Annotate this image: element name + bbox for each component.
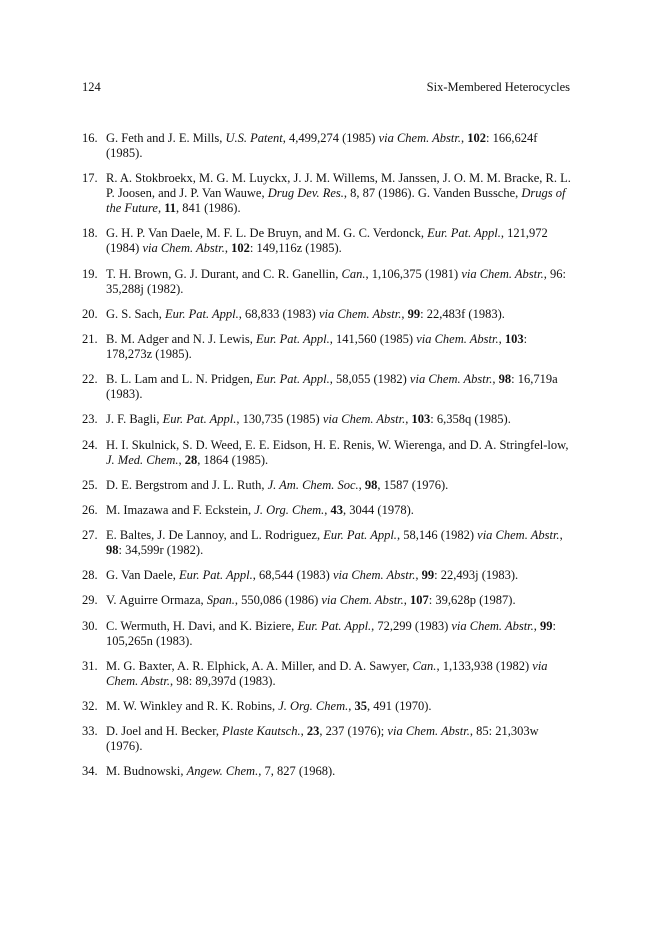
reference-text-segment: , 7, 827 (1968). [258,764,336,779]
reference-text-segment: , [533,618,541,633]
reference-text-segment: : 149,116z (1985). [249,241,342,256]
reference-item [82,659,574,689]
reference-text-segment: , [415,568,422,583]
reference-text [106,412,574,427]
reference-volume: 23 [306,724,320,739]
reference-text-segment: T. H. Brown, G. J. Durant, and C. R. Ganellin, [106,266,342,281]
reference-number: 19. [82,266,98,281]
reference-text-segment: , [157,201,165,216]
reference-text-segment: G. Feth and J. E. Mills, [106,131,226,145]
page-header [82,79,570,95]
reference-italic-text: via Chem. Abstr. [106,658,548,688]
reference-text-segment: G. Van Daele, [106,568,180,583]
reference-text-segment: , 96: 35,288j (1982). [106,266,566,296]
reference-text-segment: , 130,735 (1985) [236,412,323,427]
page-number: 124 [82,80,101,94]
reference-volume: 102 [231,241,250,256]
reference-italic-text: Span. [206,593,235,608]
reference-text-segment: , 68,544 (1983) [252,568,333,583]
reference-text-segment: , 141,560 (1985) [329,331,417,346]
reference-volume: 103 [411,412,431,427]
reference-item [82,226,574,256]
reference-item [82,307,574,322]
reference-italic-text: Eur. Pat. Appl. [256,331,330,346]
reference-volume: 99 [407,306,421,321]
reference-italic-text: J. Med. Chem. [106,452,179,467]
reference-text-segment: : 178,273z (1985). [106,331,528,361]
reference-italic-text: U.S. Patent [225,131,283,145]
reference-italic-text: Can. [341,266,366,281]
reference-number: 33. [82,724,98,739]
reference-item [82,131,574,161]
reference-italic-text: Eur. Pat. Appl. [323,528,397,543]
reference-italic-text: via Chem. Abstr. [409,372,493,387]
reference-text-segment: B. L. Lam and L. N. Pridgen, [106,372,256,387]
reference-number: 30. [82,618,98,633]
reference-italic-text: via Chem. Abstr. [318,306,402,321]
reference-text-segment: E. Baltes, J. De Lannoy, and L. Rodriguez, [106,528,324,543]
reference-volume: 98 [498,372,512,387]
reference-text-segment: , 8, 87 (1986). G. Vanden Bussche, [343,186,522,201]
running-title: Six-Membered Heterocycles [426,80,570,94]
reference-text [106,171,574,216]
reference-text-segment: H. I. Skulnick, S. D. Weed, E. E. Eidson, H. E. Renis, W. Wierenga, and D. A. Stringfel-low, [106,437,569,452]
reference-text-segment: : 39,628p (1987). [428,593,516,608]
reference-italic-text: Eur. Pat. Appl. [162,412,237,427]
reference-text-segment: , [348,699,355,713]
reference-item [82,619,574,649]
reference-text [106,267,574,297]
reference-italic-text: via Chem. Abstr. [451,618,534,633]
reference-text-segment: : 34,599r (1982). [118,543,204,558]
reference-italic-text: Eur. Pat. Appl. [297,618,372,633]
reference-item [82,372,574,402]
reference-italic-text: via Chem. Abstr. [461,266,544,281]
reference-text-segment: , 1,106,375 (1981) [365,266,462,281]
reference-text-segment: J. F. Bagli, [106,412,163,427]
reference-italic-text: Eur. Pat. Appl. [255,372,330,387]
reference-italic-text: Drugs of the Future [106,186,566,216]
reference-italic-text: Drug Dev. Res. [267,186,344,201]
reference-item [82,171,574,216]
reference-text-segment: M. W. Winkley and R. K. Robins, [106,699,279,713]
reference-volume: 99 [540,618,553,633]
reference-number: 31. [82,658,98,673]
reference-text [106,568,574,583]
reference-text-segment: G. H. P. Van Daele, M. F. L. De Bruyn, and M. G. C. Verdonck, [106,226,428,241]
reference-text [106,593,574,608]
reference-item [82,528,574,558]
reference-text-segment: , 1864 (1985). [197,452,269,467]
reference-text-segment: , [401,306,408,321]
reference-text-segment: M. Budnowski, [106,764,187,779]
reference-text-segment: , 68,833 (1983) [238,306,319,321]
reference-italic-text: via Chem. Abstr. [321,593,404,608]
reference-italic-text: Angew. Chem. [186,764,259,779]
reference-item [82,478,574,493]
reference-text-segment: , [324,502,331,517]
reference-text-segment: D. Joel and H. Becker, [106,724,223,739]
reference-text-segment: , [358,477,365,492]
reference-list [82,131,574,790]
reference-text-segment: , [492,372,499,387]
reference-text [106,528,574,558]
reference-italic-text: Eur. Pat. Appl. [179,568,253,583]
reference-italic-text: via Chem. Abstr. [387,724,470,739]
reference-text [106,332,574,362]
reference-text [106,659,574,689]
reference-italic-text: via Chem. Abstr. [378,131,461,145]
reference-text [106,307,574,322]
reference-italic-text: Eur. Pat. Appl. [165,306,239,321]
reference-text-segment: V. Aguirre Ormaza, [106,593,207,608]
reference-text-segment: , 237 (1976); [319,724,388,739]
reference-italic-text: J. Am. Chem. Soc. [267,477,359,492]
reference-text-segment: : 22,483f (1983). [420,306,505,321]
reference-number: 25. [82,477,98,492]
reference-text [106,131,574,161]
reference-italic-text: via Chem. Abstr. [142,241,225,256]
reference-text-segment: , 98: 89,397d (1983). [170,673,276,688]
reference-italic-text: via Chem. Abstr. [416,331,499,346]
reference-text-segment: , [403,593,411,608]
reference-number: 22. [82,372,98,387]
reference-item [82,724,574,754]
reference-text-segment: : 16,719a (1983). [106,372,558,402]
reference-text-segment: : 166,624f (1985). [106,131,538,160]
reference-volume: 107 [410,593,429,608]
reference-text [106,724,574,754]
reference-volume: 102 [467,131,486,145]
reference-italic-text: Plaste Kautsch. [222,724,301,739]
reference-italic-text: J. Org. Chem. [254,502,325,517]
reference-text-segment: , 121,972 (1984) [106,226,548,256]
reference-italic-text: Can. [412,658,437,673]
reference-item [82,593,574,608]
reference-text-segment: C. Wermuth, H. Davi, and K. Biziere, [106,618,298,633]
reference-text [106,438,574,468]
reference-italic-text: Eur. Pat. Appl. [427,226,501,241]
reference-item [82,267,574,297]
reference-text-segment: , [461,131,468,145]
reference-number: 27. [82,528,98,543]
reference-number: 21. [82,331,98,346]
reference-number: 29. [82,593,98,608]
reference-number: 18. [82,226,98,241]
reference-item [82,438,574,468]
reference-text [106,699,574,714]
reference-text-segment: , 491 (1970). [366,699,432,713]
reference-text-segment: , 85: 21,303w (1976). [106,724,539,754]
reference-item [82,332,574,362]
reference-item [82,503,574,518]
reference-text [106,764,574,779]
reference-item [82,699,574,714]
reference-number: 24. [82,437,98,452]
reference-text-segment: D. E. Bergstrom and J. L. Ruth, [106,477,268,492]
reference-volume: 11 [164,201,177,216]
reference-text-segment: , 4,499,274 (1985) [282,131,379,145]
reference-text [106,226,574,256]
reference-item [82,568,574,583]
reference-text-segment: : 22,493j (1983). [434,568,519,583]
reference-number: 20. [82,306,98,321]
reference-volume: 103 [504,331,524,346]
reference-text-segment: , [224,241,232,256]
reference-text-segment: , [559,528,563,543]
reference-volume: 28 [184,452,198,467]
reference-text [106,478,574,493]
reference-text [106,503,574,518]
reference-text-segment: G. S. Sach, [106,306,166,321]
reference-number: 34. [82,764,98,779]
reference-text-segment: : 105,265n (1983). [106,618,557,648]
reference-text-segment: , 1,133,938 (1982) [436,658,533,673]
reference-text [106,372,574,402]
reference-text-segment: , [498,331,505,346]
reference-text-segment: B. M. Adger and N. J. Lewis, [106,331,256,346]
reference-italic-text: via Chem. Abstr. [322,412,406,427]
reference-volume: 99 [421,568,435,583]
reference-item [82,764,574,779]
reference-text-segment: , 72,299 (1983) [371,618,452,633]
reference-text-segment: M. G. Baxter, A. R. Elphick, A. A. Miller, and D. A. Sawyer, [106,658,413,673]
reference-text-segment: M. Imazawa and F. Eckstein, [106,502,255,517]
reference-text-segment: , 1587 (1976). [377,477,449,492]
reference-text-segment: R. A. Stokbroekx, M. G. M. Luyckx, J. J. M. Willems, M. Janssen, J. O. M. M. Bracke, R. L. P. Joosen, and J. P. Van Wauwe, [106,171,571,201]
reference-italic-text: via Chem. Abstr. [477,528,560,543]
reference-text-segment: , 3044 (1978). [343,502,414,517]
reference-text [106,619,574,649]
reference-text-segment: , 550,086 (1986) [234,593,322,608]
reference-volume: 35 [354,699,367,713]
reference-italic-text: via Chem. Abstr. [332,568,416,583]
reference-italic-text: J. Org. Chem. [278,699,349,713]
reference-volume: 98 [106,543,119,558]
reference-number: 28. [82,568,98,583]
reference-text-segment: , [178,452,185,467]
reference-text-segment: , [300,724,307,739]
reference-number: 16. [82,131,98,145]
reference-volume: 43 [330,502,344,517]
reference-item [82,412,574,427]
reference-text-segment: , [405,412,412,427]
reference-number: 17. [82,171,98,186]
reference-number: 26. [82,502,98,517]
reference-volume: 98 [364,477,378,492]
reference-number: 32. [82,699,98,713]
reference-number: 23. [82,412,98,427]
reference-text-segment: , 58,055 (1982) [329,372,410,387]
reference-text-segment: , 841 (1986). [176,201,241,216]
reference-text-segment: : 6,358q (1985). [430,412,511,427]
reference-text-segment: , 58,146 (1982) [396,528,478,543]
